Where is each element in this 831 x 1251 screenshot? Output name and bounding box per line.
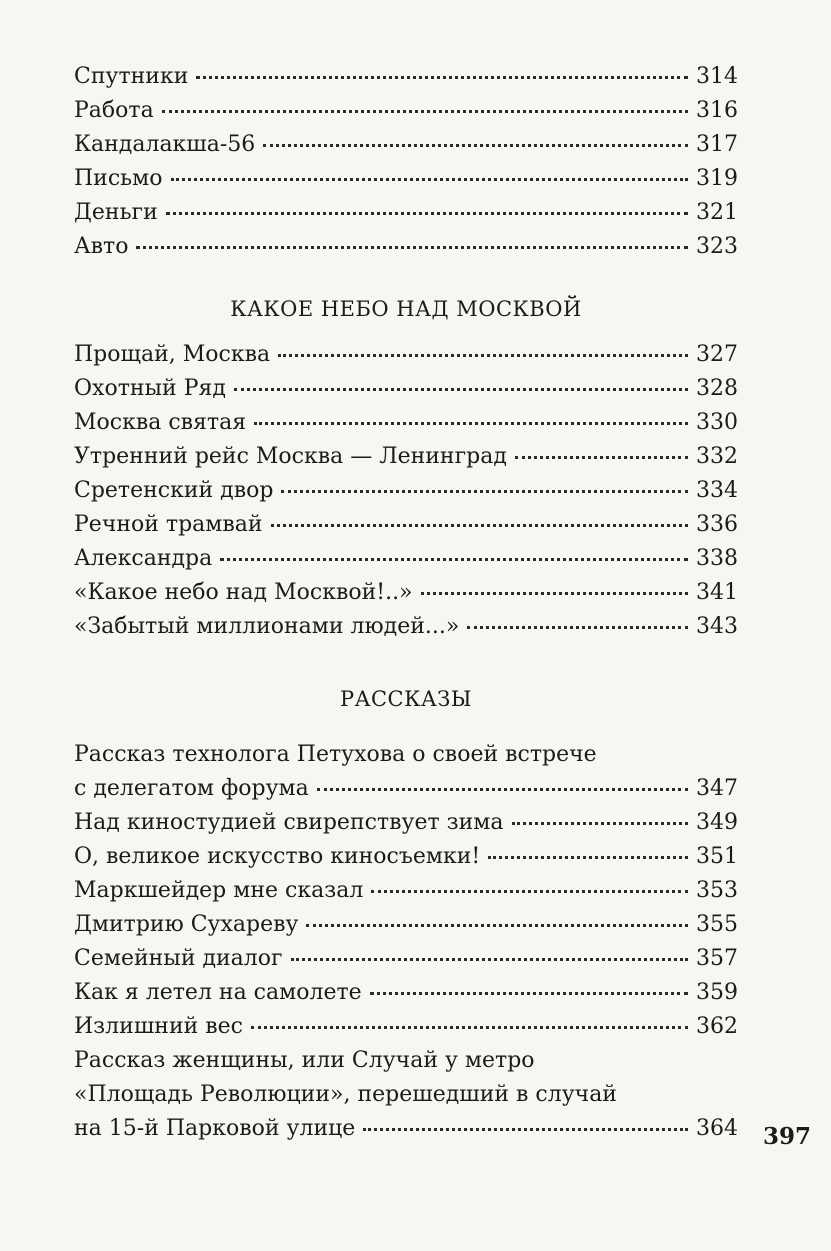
dot-leader [196,76,688,79]
entry-title-line: Рассказ технолога Петухова о своей встрече [74,742,597,767]
dot-leader [515,456,688,459]
dot-leader [291,958,688,961]
entry-page: 357 [696,946,738,971]
entry-page: 316 [696,98,738,123]
entry-title: Над киностудией свирепствует зима [74,810,504,835]
entry-title: на 15-й Парковой улице [74,1116,356,1141]
toc-entry [74,94,738,128]
dot-leader [371,890,688,893]
section-heading: КАКОЕ НЕБО НАД МОСКВОЙ [230,297,582,321]
entry-title: «Забытый миллионами людей...» [74,614,460,639]
dot-leader [363,1128,688,1131]
entry-page: 351 [696,844,738,869]
toc-entry [74,128,738,162]
entry-page: 330 [696,410,738,435]
dot-leader [370,992,688,995]
entry-page: 328 [696,376,738,401]
entry-page: 321 [696,200,738,225]
toc-entry [74,406,738,440]
entry-title: Кандалакша-56 [74,132,256,157]
entry-title: Работа [74,98,154,123]
toc-entry-multiline [74,738,738,806]
toc-group [74,738,738,1146]
entry-page: 343 [696,614,738,639]
toc-entry [74,542,738,576]
entry-page: 364 [696,1116,738,1141]
dot-leader [488,856,688,859]
entry-page: 317 [696,132,738,157]
toc-entry [74,162,738,196]
entry-page: 359 [696,980,738,1005]
entry-title: Деньги [74,200,158,225]
toc-entry [74,908,738,942]
entry-page: 319 [696,166,738,191]
entry-page: 332 [696,444,738,469]
dot-leader [136,246,688,249]
dot-leader [271,524,688,527]
toc-entry [74,772,738,806]
entry-title: Москва святая [74,410,247,435]
toc-entry [74,942,738,976]
entry-page: 334 [696,478,738,503]
entry-title: Речной трамвай [74,512,263,537]
entry-title: Охотный Ряд [74,376,226,401]
toc-entry [74,576,738,610]
dot-leader [317,788,688,791]
entry-title-line: «Площадь Революции», перешедший в случай [74,1082,617,1107]
entry-title: Как я летел на самолете [74,980,362,1005]
table-of-contents [74,60,738,1146]
dot-leader [171,178,688,181]
toc-group [74,338,738,644]
entry-title: Утренний рейс Москва — Ленинград [74,444,507,469]
dot-leader [254,422,688,425]
toc-entry [74,1112,738,1146]
entry-page: 341 [696,580,738,605]
toc-entry [74,806,738,840]
toc-entry [74,372,738,406]
entry-title: Семейный диалог [74,946,283,971]
toc-group [74,60,738,264]
toc-entry [74,874,738,908]
entry-page: 347 [696,776,738,801]
page-number: 397 [763,1123,812,1150]
entry-page: 338 [696,546,738,571]
section-heading: РАССКАЗЫ [339,687,473,711]
entry-title: с делегатом форума [74,776,309,801]
toc-entry [74,474,738,508]
entry-page: 327 [696,342,738,367]
toc-entry [74,338,738,372]
entry-page: 353 [696,878,738,903]
toc-entry [74,440,738,474]
entry-title: Сретенский двор [74,478,274,503]
dot-leader [467,626,688,629]
entry-page: 323 [696,234,738,259]
dot-leader [251,1026,688,1029]
entry-page: 349 [696,810,738,835]
dot-leader [278,354,688,357]
dot-leader [421,592,688,595]
toc-entry [74,610,738,644]
entry-title: О, великое искусство киносъемки! [74,844,481,869]
dot-leader [166,212,688,215]
entry-title: Маркшейдер мне сказал [74,878,364,903]
entry-title: Дмитрию Сухареву [74,912,299,937]
entry-title: Авто [74,234,129,259]
toc-entry [74,840,738,874]
dot-leader [234,388,688,391]
dot-leader [162,110,688,113]
entry-title: Излишний вес [74,1014,243,1039]
entry-page: 336 [696,512,738,537]
entry-title: Прощай, Москва [74,342,271,367]
entry-title: Спутники [74,64,189,89]
entry-page: 362 [696,1014,738,1039]
entry-title-line: Рассказ женщины, или Случай у метро [74,1048,535,1073]
dot-leader [306,924,688,927]
toc-entry [74,1010,738,1044]
dot-leader [281,490,688,493]
entry-title: «Какое небо над Москвой!..» [74,580,413,605]
dot-leader [220,558,688,561]
dot-leader [263,144,688,147]
toc-entry-multiline [74,1044,738,1146]
toc-entry [74,976,738,1010]
toc-entry [74,60,738,94]
dot-leader [512,822,688,825]
entry-title: Александра [74,546,213,571]
toc-entry [74,196,738,230]
toc-entry [74,230,738,264]
entry-page: 314 [696,64,738,89]
toc-entry [74,508,738,542]
entry-page: 355 [696,912,738,937]
entry-title: Письмо [74,166,163,191]
